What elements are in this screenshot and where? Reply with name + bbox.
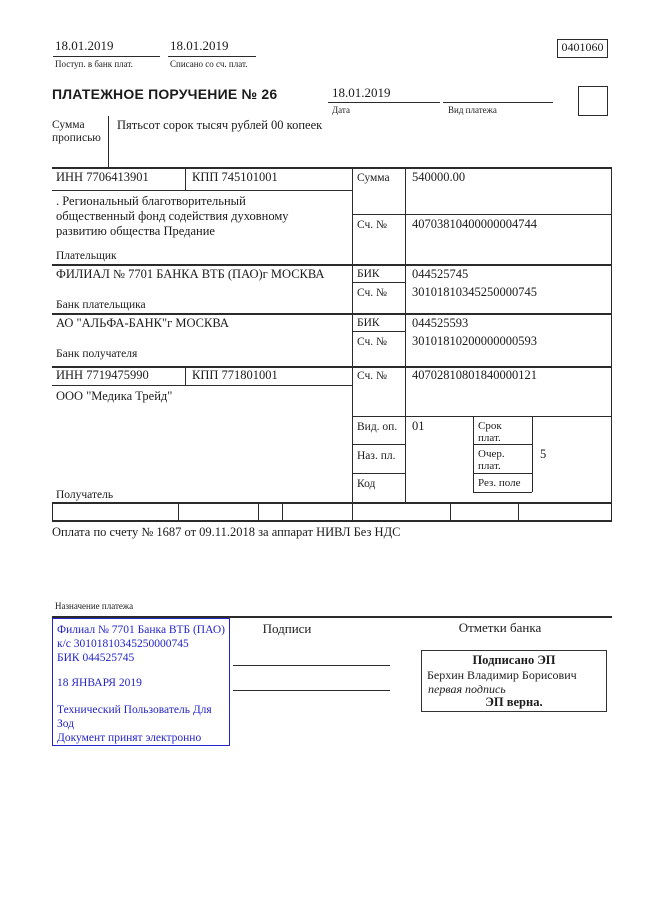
payer-bank-bik: 044525745: [412, 267, 469, 281]
payer-inn-divider: [52, 190, 352, 191]
payer-section-border: [52, 264, 612, 266]
order-value: 5: [540, 447, 547, 461]
payerbank-bik-divider: [352, 282, 405, 283]
payee-kpp: КПП 771801001: [192, 368, 278, 382]
opgrid-row-divider: [473, 473, 532, 474]
payer-bank-name: ФИЛИАЛ № 7701 БАНКА ВТБ (ПАО)г МОСКВА: [56, 267, 325, 281]
tax-row-cell-divider: [178, 502, 179, 520]
tax-row-cell-divider: [258, 502, 259, 520]
bank-marks-label: Отметки банка: [458, 620, 542, 635]
signatory-name: Берхин Владимир Борисович: [427, 668, 577, 682]
bik-field-label: БИК: [357, 268, 380, 280]
payee-section-border: [52, 502, 612, 504]
tax-row-bottom-border: [52, 520, 612, 522]
signature-type: первая подпись: [428, 682, 506, 696]
tax-row-cell-divider: [450, 502, 451, 520]
tax-row-cell-divider: [282, 502, 283, 520]
payer-bank-label: Банк плательщика: [56, 299, 146, 311]
bank-stamp-line: Зод: [57, 718, 75, 730]
signature-line: [233, 690, 390, 691]
payerbank-section-border: [52, 313, 612, 315]
document-date: 18.01.2019: [332, 85, 391, 100]
table-top-border: [52, 167, 612, 169]
bank-stamp-line: БИК 044525745: [57, 652, 135, 664]
payee-inn: ИНН 7719475990: [56, 368, 149, 382]
payee-bank-name: АО "АЛЬФА-БАНК"г МОСКВА: [56, 316, 229, 330]
opgrid-row-divider: [352, 444, 405, 445]
tax-row-cell-divider: [52, 502, 53, 520]
reserve-label: Рез. поле: [478, 477, 521, 489]
payee-label: Получатель: [56, 489, 114, 501]
date-underline: [328, 102, 440, 103]
order-column-border: [532, 416, 533, 492]
payer-name-line: . Региональный благотворительный: [56, 194, 246, 208]
bik-field-label: БИК: [357, 317, 380, 329]
bank-stamp-line: Технический Пользователь Для: [57, 704, 212, 716]
bank-stamp-line: к/с 30101810345250000745: [57, 638, 189, 650]
code-label: Код: [357, 478, 376, 490]
amount-field-label: Сумма: [357, 172, 390, 184]
payment-type-label: Вид платежа: [448, 105, 497, 115]
form-code: 0401060: [561, 40, 604, 54]
received-date: 18.01.2019: [55, 38, 114, 53]
document-title: ПЛАТЕЖНОЕ ПОРУЧЕНИЕ № 26: [52, 86, 278, 102]
amount-words-label-1: Сумма: [52, 119, 85, 131]
opgrid-mini-bottom: [473, 492, 532, 493]
debited-date-label: Списано со сч. плат.: [170, 59, 248, 69]
amount-words-divider: [108, 116, 109, 168]
account-field-label: Сч. №: [357, 287, 388, 299]
signature-verified: ЭП верна.: [485, 695, 543, 709]
signature-stamp-title: Подписано ЭП: [472, 653, 556, 667]
payee-account: 40702810801840000121: [412, 368, 537, 382]
term-column-border: [473, 416, 474, 492]
bank-stamp-line: 18 ЯНВАРЯ 2019: [57, 677, 142, 689]
bank-stamp-line: Документ принят электронно: [57, 732, 202, 744]
payer-status-box: [578, 86, 608, 116]
amount-in-words: Пятьсот сорок тысяч рублей 00 копеек: [117, 118, 323, 132]
purpose-code-label: Наз. пл.: [357, 450, 396, 462]
payer-bank-account: 30101810345250000745: [412, 285, 537, 299]
value-column-border: [405, 167, 406, 502]
received-date-label: Поступ. в банк плат.: [55, 59, 133, 69]
account-field-label: Сч. №: [357, 370, 388, 382]
signature-line: [233, 665, 390, 666]
payee-bank-account: 30101810200000000593: [412, 334, 537, 348]
debited-date: 18.01.2019: [170, 38, 229, 53]
payer-inn: ИНН 7706413901: [56, 170, 149, 184]
account-field-label: Сч. №: [357, 219, 388, 231]
payment-purpose-text: Оплата по счету № 1687 от 09.11.2018 за аппарат НИВЛ Без НДС: [52, 525, 401, 539]
payer-account: 40703810400000004744: [412, 217, 537, 231]
op-type-label: Вид. оп.: [357, 421, 398, 433]
payeebank-bik-divider: [352, 331, 405, 332]
payer-label: Плательщик: [56, 250, 117, 262]
payer-name-line: общественный фонд содействия духовному: [56, 209, 289, 223]
label-column-border: [352, 167, 353, 520]
payee-bank-bik: 044525593: [412, 316, 469, 330]
payment-type-underline: [443, 102, 553, 103]
payment-purpose-label: Назначение платежа: [55, 601, 134, 611]
opgrid-row-divider: [352, 473, 405, 474]
amount-words-label-2: прописью: [52, 132, 101, 144]
payee-bank-label: Банк получателя: [56, 348, 138, 360]
inn-kpp-divider: [185, 366, 186, 385]
payee-name: ООО "Медика Трейд": [56, 389, 173, 403]
amount-account-divider: [352, 214, 612, 215]
date-label: Дата: [332, 105, 350, 115]
amount-value: 540000.00: [412, 170, 466, 184]
payer-kpp: КПП 745101001: [192, 170, 278, 184]
signatures-label: Подписи: [262, 621, 312, 636]
bank-stamp-line: Филиал № 7701 Банка ВТБ (ПАО): [57, 624, 225, 636]
opgrid-row-divider: [473, 444, 532, 445]
payer-name-line: развитию общества Предание: [56, 224, 215, 238]
tax-row-cell-divider: [518, 502, 519, 520]
payee-inn-divider: [52, 385, 352, 386]
table-right-border: [611, 167, 612, 520]
inn-kpp-divider: [185, 167, 186, 190]
account-field-label: Сч. №: [357, 336, 388, 348]
opgrid-top-border: [352, 416, 612, 417]
debited-date-underline: [168, 56, 256, 57]
term-label: Срок плат.: [478, 420, 502, 444]
received-date-underline: [53, 56, 160, 57]
op-type-value: 01: [412, 419, 425, 433]
order-label: Очер. плат.: [478, 448, 505, 472]
